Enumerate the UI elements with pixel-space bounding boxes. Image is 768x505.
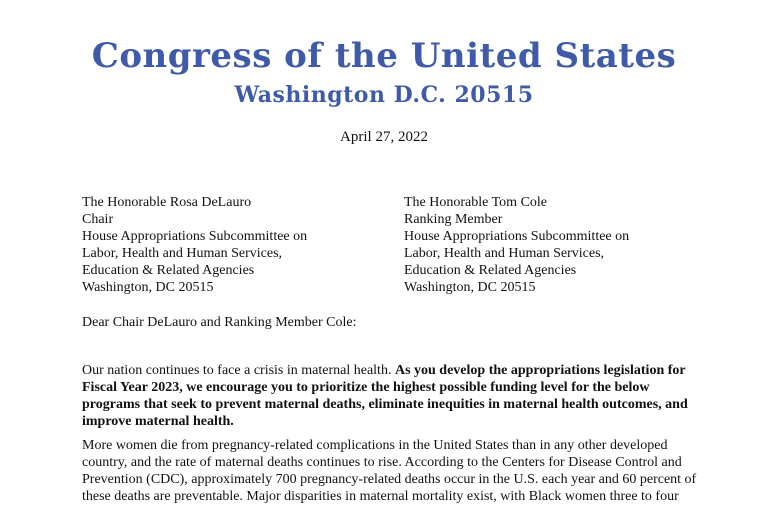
paragraph-line: More women die from pregnancy-related complications in the United States than in any other developed	[82, 438, 668, 453]
bold-text: programs that seek to prevent maternal deaths, eliminate inequities in maternal health outcomes, and	[82, 397, 688, 412]
recipient-subcommittee-line: Education & Related Agencies	[404, 263, 577, 278]
bold-text: As you develop the appropriations legislation for	[394, 363, 686, 378]
recipient-name: The Honorable Rosa DeLauro	[82, 195, 252, 210]
body-paragraph	[82, 362, 694, 430]
recipient-subcommittee-line: Labor, Health and Human Services,	[404, 246, 605, 261]
paragraph-line: Prevention (CDC), approximately 700 pregnancy-related deaths occur in the U.S. each year and 60 percent of	[82, 472, 697, 487]
paragraph-line	[82, 379, 694, 396]
letterhead-title: Congress of the United States	[91, 36, 677, 76]
recipient-committee: House Appropriations Subcommittee on	[82, 229, 308, 244]
bold-text: Fiscal Year 2023, we encourage you to prioritize the highest possible funding level for the below	[82, 380, 650, 395]
recipient-address-left	[82, 194, 307, 296]
recipient-subcommittee-line: Labor, Health and Human Services,	[82, 246, 283, 261]
recipient-title: Chair	[82, 212, 114, 227]
paragraph-line	[82, 396, 694, 413]
body-paragraph	[82, 437, 697, 505]
paragraph-line	[82, 362, 694, 379]
recipient-city: Washington, DC 20515	[404, 280, 536, 295]
paragraph-line: country, and the rate of maternal deaths continues to rise. According to the Centers for Disease Control and	[82, 455, 682, 470]
recipient-address-right	[404, 194, 629, 296]
salutation: Dear Chair DeLauro and Ranking Member Cole:	[82, 315, 357, 330]
recipient-name: The Honorable Tom Cole	[404, 195, 548, 210]
paragraph-line: these deaths are preventable. Major disparities in maternal mortality exist, with Black women three to four	[82, 489, 679, 504]
bold-text: improve maternal health.	[82, 414, 234, 429]
recipient-title: Ranking Member	[404, 212, 503, 227]
paragraph-line	[82, 413, 694, 430]
letterhead-subtitle: Washington D.C. 20515	[234, 82, 534, 108]
recipient-city: Washington, DC 20515	[82, 280, 214, 295]
plain-text: Our nation continues to face a crisis in maternal health.	[82, 363, 395, 378]
letter-date: April 27, 2022	[340, 129, 428, 145]
recipient-subcommittee-line: Education & Related Agencies	[82, 263, 255, 278]
recipient-committee: House Appropriations Subcommittee on	[404, 229, 630, 244]
